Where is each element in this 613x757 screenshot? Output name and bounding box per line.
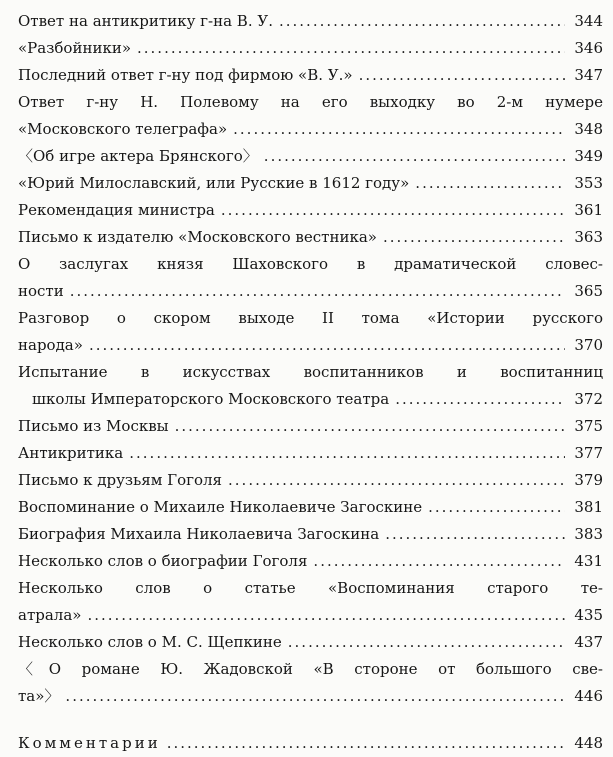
toc-entry xyxy=(18,629,603,656)
page-number: 377 xyxy=(574,444,603,462)
toc-entry-title-line: Воспоминание о Михаиле Николаевиче Загоскине xyxy=(18,498,423,516)
toc-entry-title-line: О заслугах князя Шаховского в драматической словес- xyxy=(18,255,603,273)
toc-entry-title-line: Ответ на антикритику г-на В. У. xyxy=(18,12,273,30)
page-number: 372 xyxy=(574,390,603,408)
dot-leader xyxy=(383,224,565,251)
toc-entry-title-line: «Разбойники» xyxy=(18,39,131,57)
toc-entry xyxy=(18,548,603,575)
toc-entry-title-line: 〈О романе Ю. Жадовской «В стороне от большого све- xyxy=(18,660,603,678)
toc-entry xyxy=(18,197,603,224)
dot-leader xyxy=(221,197,565,224)
toc-entry-title-line: школы Императорского Московского театра xyxy=(32,390,390,408)
toc-entry-title-line: Рекомендация министра xyxy=(18,201,215,219)
page-number: 353 xyxy=(574,174,603,192)
toc-entry-title-line: та»〉 xyxy=(18,687,60,705)
toc-entry xyxy=(18,8,603,35)
page-number: 348 xyxy=(574,120,603,138)
toc-entry-title-line: «Московского телеграфа» xyxy=(18,120,228,138)
page-number: 365 xyxy=(574,282,603,300)
toc-entry xyxy=(18,251,603,305)
toc-entry-commentary xyxy=(18,730,603,757)
dot-leader xyxy=(175,413,565,440)
toc-entry-title-line: Письмо из Москвы xyxy=(18,417,169,435)
toc-entry-title-line: Испытание в искусствах воспитанников и воспитанниц xyxy=(18,363,603,381)
toc-entry xyxy=(18,170,603,197)
page-number: 435 xyxy=(574,606,603,624)
page-number: 370 xyxy=(574,336,603,354)
toc-entry xyxy=(18,656,603,710)
page-number: 346 xyxy=(574,39,603,57)
dot-leader xyxy=(87,602,565,629)
page-number: 437 xyxy=(574,633,603,651)
page-number: 361 xyxy=(574,201,603,219)
toc-entry-title-line: Разговор о скором выходе II тома «Истории русского xyxy=(18,309,603,327)
dot-leader xyxy=(359,62,565,89)
toc-entry xyxy=(18,467,603,494)
toc-entry xyxy=(18,413,603,440)
toc-entry-title-line: Письмо к друзьям Гоголя xyxy=(18,471,223,489)
dot-leader xyxy=(233,116,565,143)
dot-leader xyxy=(428,494,565,521)
table-of-contents xyxy=(18,8,603,757)
dot-leader xyxy=(167,730,565,757)
toc-entry xyxy=(18,89,603,143)
toc-entry-title-line: атрала» xyxy=(18,606,82,624)
toc-entry-title-line: «Юрий Милославский, или Русские в 1612 году» xyxy=(18,174,410,192)
dot-leader xyxy=(313,548,565,575)
toc-entry xyxy=(18,494,603,521)
dot-leader xyxy=(65,683,565,710)
dot-leader xyxy=(279,8,565,35)
toc-entry xyxy=(18,62,603,89)
page-number: 383 xyxy=(574,525,603,543)
page-number: 363 xyxy=(574,228,603,246)
toc-entry-title-line: Последний ответ г-ну под фирмою «В. У.» xyxy=(18,66,353,84)
dot-leader xyxy=(70,278,565,305)
toc-entry-title-line: 〈Об игре актера Брянского〉 xyxy=(18,147,258,165)
page-number: 347 xyxy=(574,66,603,84)
toc-entry xyxy=(18,224,603,251)
dot-leader xyxy=(385,521,565,548)
toc-entry-title-line: Комментарии xyxy=(18,734,161,752)
toc-entry-title-line: Несколько слов о статье «Воспоминания старого те- xyxy=(18,579,603,597)
toc-entry-title-line: Ответ г-ну Н. Полевому на его выходку во 2-м нумере xyxy=(18,93,603,111)
toc-entry xyxy=(18,35,603,62)
dot-leader xyxy=(228,467,565,494)
dot-leader xyxy=(288,629,565,656)
toc-entry-title-line: Несколько слов о М. С. Щепкине xyxy=(18,633,282,651)
toc-entry xyxy=(18,575,603,629)
toc-entry xyxy=(18,305,603,359)
dot-leader xyxy=(264,143,565,170)
page-number: 344 xyxy=(574,12,603,30)
toc-entry-title-line: ности xyxy=(18,282,64,300)
toc-entry-title-line: Биография Михаила Николаевича Загоскина xyxy=(18,525,380,543)
dot-leader xyxy=(137,35,565,62)
page-number: 349 xyxy=(574,147,603,165)
section-gap xyxy=(18,710,603,730)
dot-leader xyxy=(129,440,565,467)
dot-leader xyxy=(89,332,565,359)
toc-entry xyxy=(18,359,603,413)
toc-entry-title-line: Несколько слов о биографии Гоголя xyxy=(18,552,308,570)
page-number: 431 xyxy=(574,552,603,570)
page-number: 446 xyxy=(574,687,603,705)
toc-entry xyxy=(18,143,603,170)
page-number: 375 xyxy=(574,417,603,435)
page-number: 448 xyxy=(574,734,603,752)
toc-entry-title-line: народа» xyxy=(18,336,83,354)
toc-entry xyxy=(18,521,603,548)
page-number: 381 xyxy=(574,498,603,516)
toc-entry xyxy=(18,440,603,467)
page-number: 379 xyxy=(574,471,603,489)
dot-leader xyxy=(415,170,565,197)
toc-entry-title-line: Письмо к издателю «Московского вестника» xyxy=(18,228,377,246)
dot-leader xyxy=(395,386,565,413)
toc-entry-title-line: Антикритика xyxy=(18,444,124,462)
